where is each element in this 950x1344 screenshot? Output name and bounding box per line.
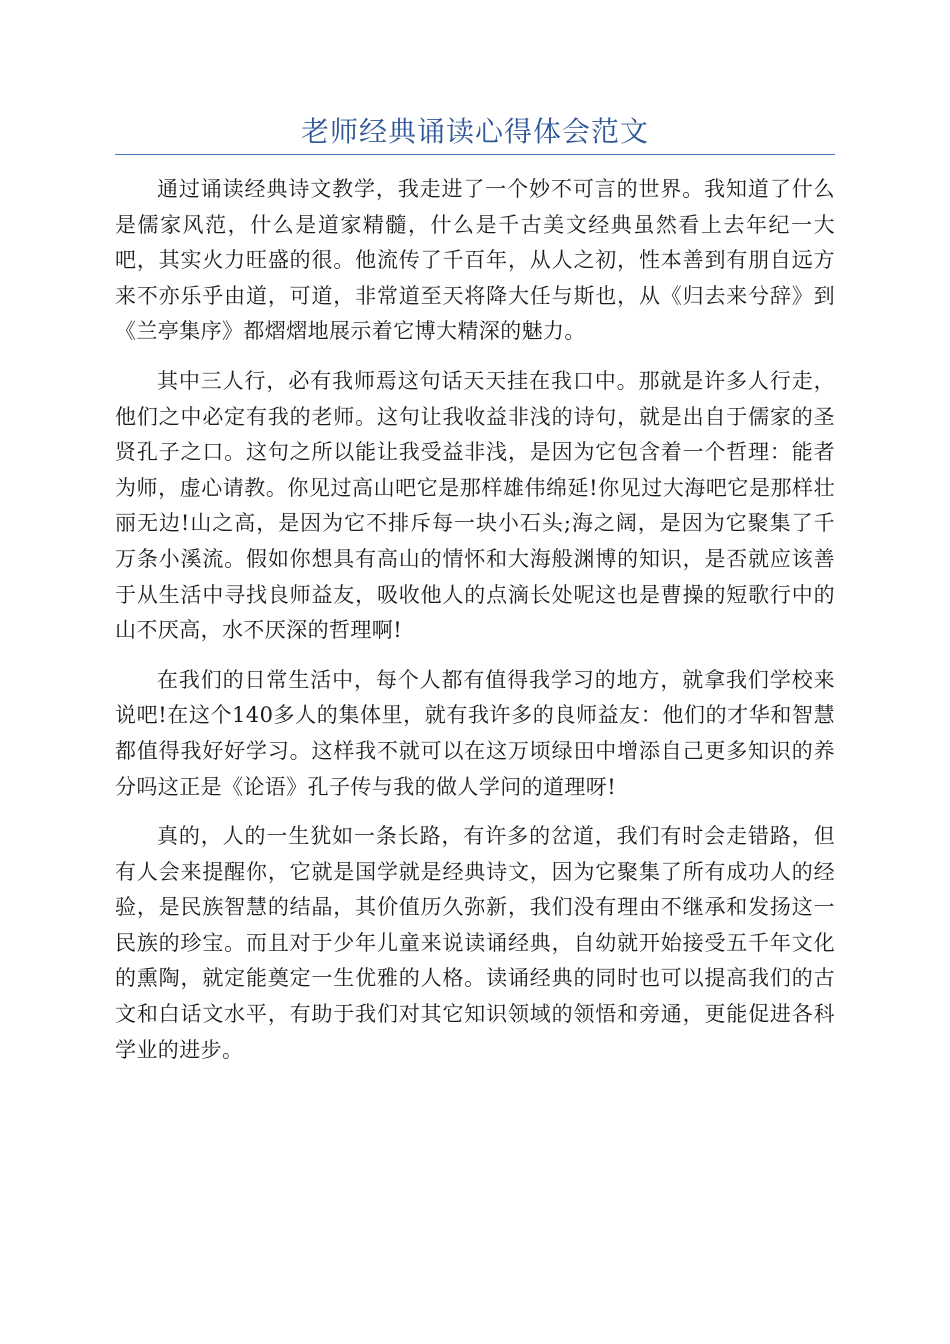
document-body: [115, 172, 835, 1082]
paragraph-3: 在我们的日常生活中，每个人都有值得我学习的地方，就拿我们学校来说吧!在这个140多人的集体里，就有我许多的良师益友：他们的才华和智慧都值得我好好学习。这样我不就可以在这万顷绿田中增添自己更多知识的养分吗这正是《论语》孔子传与我的做人学问的道理呀!: [115, 667, 835, 799]
title-underline: [115, 154, 835, 155]
document-title: 老师经典诵读心得体会范文: [300, 115, 649, 148]
paragraph-2: 其中三人行，必有我师焉这句话天天挂在我口中。那就是许多人行走，他们之中必定有我的老师。这句让我收益非浅的诗句，就是出自于儒家的圣贤孔子之口。这句之所以能让我受益非浅，是因为它包含着一个哲理：能者为师，虚心请教。你见过高山吧它是那样雄伟绵延!你见过大海吧它是那样壮丽无边!山之高，是因为它不排斥每一块小石头;海之阔，是因为它聚集了千万条小溪流。假如你想具有高山的情怀和大海般渊博的知识，是否就应该善于从生活中寻找良师益友，吸收他人的点滴长处呢这也是曹操的短歌行中的山不厌高，水不厌深的哲理啊!: [115, 368, 835, 643]
paragraph-1: 通过诵读经典诗文教学，我走进了一个妙不可言的世界。我知道了什么是儒家风范，什么是道家精髓，什么是千古美文经典虽然看上去年纪一大吧，其实火力旺盛的很。他流传了千百年，从人之初，性本善到有朋自远方来不亦乐乎由道，可道，非常道至天将降大任与斯也，从《归去来兮辞》到《兰亭集序》都熠熠地展示着它博大精深的魅力。: [115, 177, 835, 344]
paragraph-4: 真的，人的一生犹如一条长路，有许多的岔道，我们有时会走错路，但有人会来提醒你，它就是国学就是经典诗文，因为它聚集了所有成功人的经验，是民族智慧的结晶，其价值历久弥新，我们没有理由不继承和发扬这一民族的珍宝。而且对于少年儿童来说读诵经典，自幼就开始接受五千年文化的熏陶，就定能奠定一生优雅的人格。读诵经典的同时也可以提高我们的古文和白话文水平，有助于我们对其它知识领域的领悟和旁通，更能促进各科学业的进步。: [115, 824, 835, 1062]
